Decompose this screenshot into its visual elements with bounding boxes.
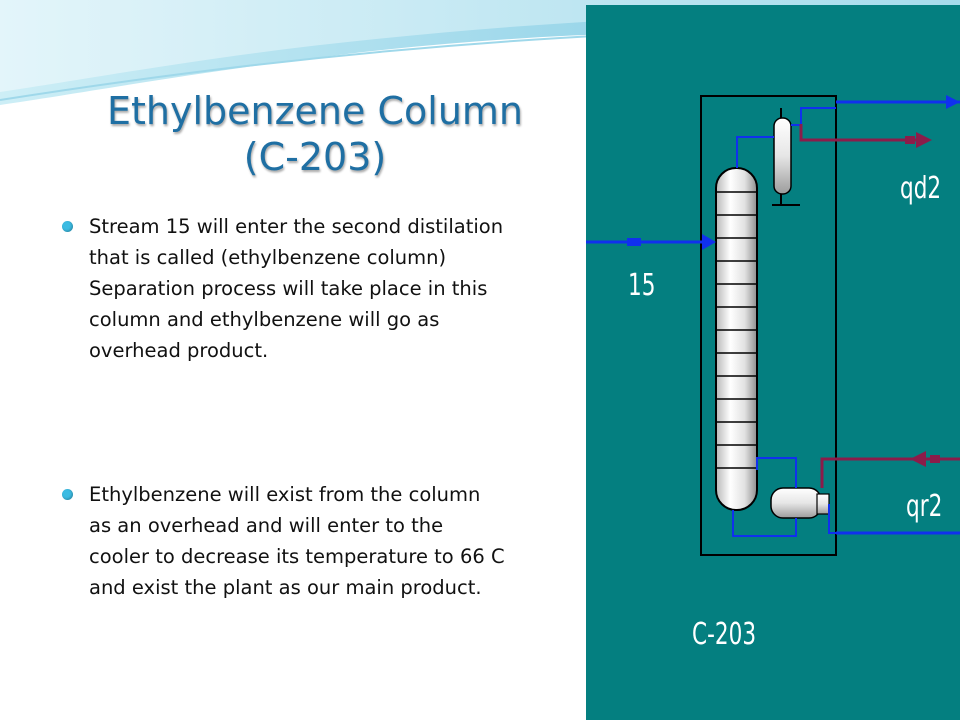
bullet-item (62, 211, 507, 366)
slide-title-line-1: Ethylbenzene Column (106, 89, 523, 133)
feed-stream-label: 15 (628, 268, 656, 304)
condenser-duty-label: qd2 (900, 171, 942, 207)
slide-title-line-2: (C-203) (243, 135, 387, 179)
bullet-item (62, 479, 507, 603)
process-flow-diagram (586, 5, 960, 720)
slide-title (60, 88, 570, 180)
distillation-column (716, 168, 757, 510)
unit-label: C-203 (692, 617, 757, 653)
reboiler-duty-label: qr2 (906, 489, 943, 525)
diagram-background (586, 5, 960, 720)
bullet-text: Ethylbenzene will exist from the column as an overhead and will enter to the cooler to decrease its temperature to 66 C and exist the plant as our main product. (89, 483, 505, 599)
bullet-icon (62, 221, 73, 232)
bullet-icon (62, 489, 73, 500)
bullet-text: Stream 15 will enter the second distilation that is called (ethylbenzene column) Separation process will take place in this column and ethylbenzene will go as overhead product. (89, 215, 504, 362)
